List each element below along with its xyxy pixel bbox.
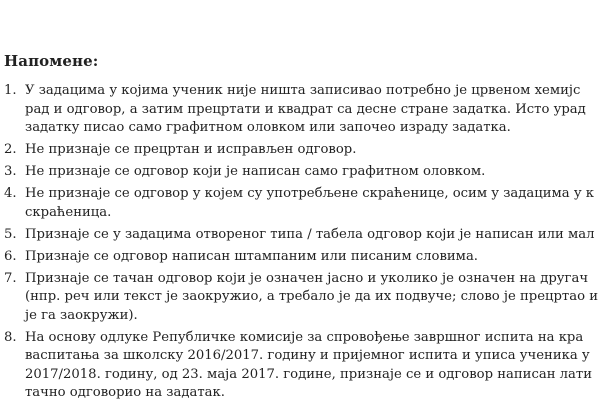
note-text xyxy=(25,185,595,222)
note-item-6 xyxy=(0,248,537,267)
note-text xyxy=(25,329,593,403)
note-item-8 xyxy=(0,329,593,403)
note-line: Признаје се одговор написан штампаним или писаним словима. xyxy=(25,248,478,264)
note-text xyxy=(25,248,537,267)
notes-list xyxy=(0,82,598,403)
note-line: Не признаје се одговор који је написан само графитном оловком. xyxy=(25,164,486,179)
note-text xyxy=(25,141,537,160)
note-line: У задацима у којима ученик није ништа записивао потребно је црвеном хемијс xyxy=(25,83,581,98)
note-text xyxy=(25,226,595,245)
note-number: 7. xyxy=(4,270,17,286)
note-number: 5. xyxy=(4,226,17,242)
note-line: скраћеница. xyxy=(25,204,112,220)
note-line: васпитања за школску 2016/2017. годину и пријемног испита и уписа ученика у xyxy=(25,348,590,363)
note-line: (нпр. реч или текст је заокружио, а требало је да их подвуче; слово је прецртао и xyxy=(25,289,598,304)
note-number: 4. xyxy=(4,186,17,201)
note-item-4 xyxy=(0,185,595,222)
note-line: Признаје се у задацима отвореног типа / табела одговор који је написан или мал xyxy=(25,226,595,242)
note-number: 3. xyxy=(4,164,17,179)
note-number: 8. xyxy=(4,329,17,345)
note-text xyxy=(25,82,586,138)
note-text xyxy=(25,270,598,326)
note-line: Не признаје се прецртан и исправљен одговор. xyxy=(25,142,357,157)
note-number: 2. xyxy=(4,142,17,157)
notes-heading: Напомене: xyxy=(4,52,99,70)
note-line: тачно одговорио на задатак. xyxy=(25,385,225,400)
note-number: 6. xyxy=(4,248,17,264)
note-number: 1. xyxy=(4,83,17,98)
note-item-5 xyxy=(0,226,595,245)
note-line: задатку писао само графитном оловком или започео израду задатка. xyxy=(25,120,511,135)
note-item-7 xyxy=(0,270,598,326)
note-line: Признаје се тачан одговор који је означен јасно и уколико је означен на другач xyxy=(25,270,589,286)
note-line: 2017/2018. годину, од 23. маја 2017. године, признаје се и одговор написан лати xyxy=(25,366,593,382)
note-text xyxy=(25,163,537,182)
note-item-2 xyxy=(0,141,537,160)
note-line: је га заокружи). xyxy=(25,307,138,323)
note-line: На основу одлуке Републичке комисије за спровођење завршног испита на кра xyxy=(25,329,584,345)
note-item-1 xyxy=(0,82,586,138)
note-line: Не признаје се одговор у којем су употребљене скраћенице, осим у задацима у к xyxy=(25,186,595,201)
note-line: рад и одговор, а затим прецртати и квадрат са десне стране задатка. Исто урад xyxy=(25,101,586,117)
note-item-3 xyxy=(0,163,537,182)
